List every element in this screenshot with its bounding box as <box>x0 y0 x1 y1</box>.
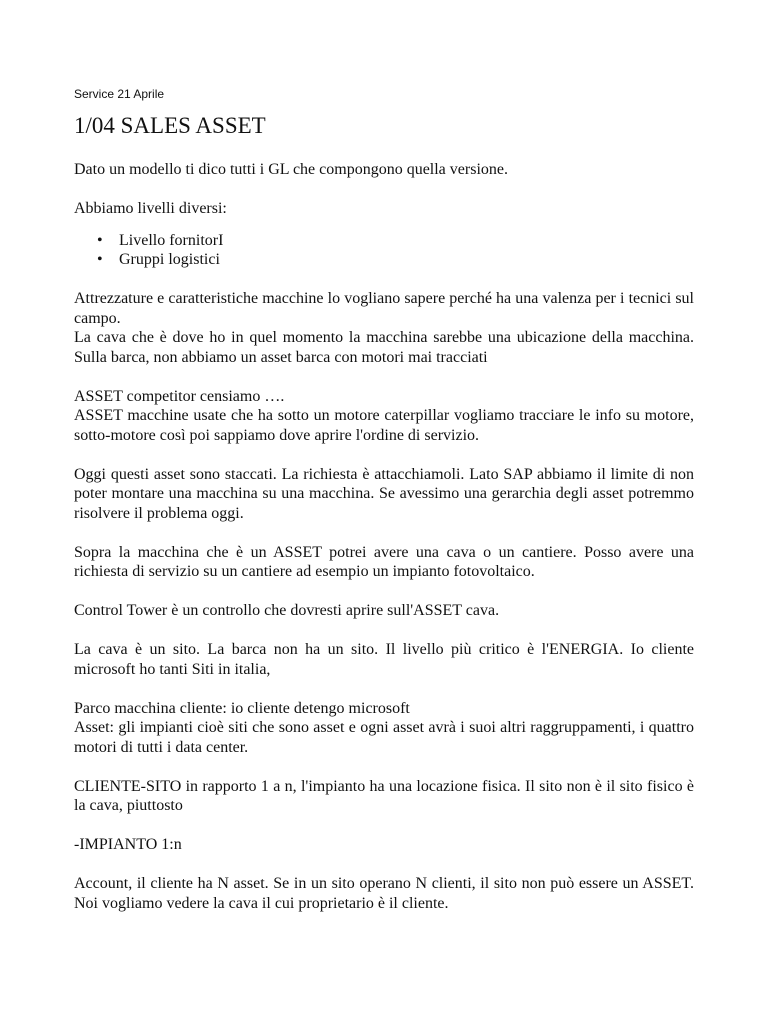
paragraph-line: Sopra la macchina che è un ASSET potrei avere una cava o un cantiere. Posso avere una richiesta di servizio su un cantiere ad esempio un impianto fotovoltaico. <box>74 543 694 580</box>
paragraph <box>74 601 694 621</box>
paragraph-line: La cava che è dove ho in quel momento la macchina sarebbe una ubicazione della macchina. Sulla barca, non abbiamo un asset barca con motori mai tracciati <box>74 329 694 366</box>
paragraph <box>74 874 694 913</box>
body-paragraphs <box>74 289 694 913</box>
header-note: Service 21 Aprile <box>74 87 165 101</box>
paragraph <box>74 543 694 582</box>
list-item <box>97 250 694 270</box>
bullet-icon: • <box>97 251 103 268</box>
paragraph <box>74 777 694 816</box>
bullet-icon: • <box>97 231 103 249</box>
paragraph <box>74 465 694 524</box>
paragraph-line: Attrezzature e caratteristiche macchine lo vogliano sapere perché ha una valenza per i tecnici sul campo. <box>74 290 694 327</box>
list-item <box>97 231 694 251</box>
paragraph-line: ASSET macchine usate che ha sotto un motore caterpillar vogliamo tracciare le info su motore, sotto-motore così poi sappiamo dove aprire l'ordine di servizio. <box>74 407 694 444</box>
paragraph-line: ASSET competitor censiamo …. <box>74 387 285 405</box>
paragraph <box>74 699 694 758</box>
list-item-text: Livello fornitorI <box>119 231 224 249</box>
paragraph-line: Parco macchina cliente: io cliente detengo microsoft <box>74 699 410 717</box>
paragraph-line: CLIENTE-SITO in rapporto 1 a n, l'impianto ha una locazione fisica. Il sito non è il sito fisico è la cava, piuttosto <box>74 777 694 814</box>
paragraph-line: Oggi questi asset sono staccati. La richiesta è attacchiamoli. Lato SAP abbiamo il limite di non poter montare una macchina su una macchina. Se avessimo una gerarchia degli asset potremmo risolvere il problema oggi. <box>74 465 694 522</box>
paragraph-line: Control Tower è un controllo che dovresti aprire sull'ASSET cava. <box>74 602 500 619</box>
document-title: 1/04 SALES ASSET <box>74 113 266 138</box>
paragraph-line: -IMPIANTO 1:n <box>74 836 182 853</box>
intro-paragraph: Dato un modello ti dico tutti i GL che compongono quella versione. <box>74 161 508 178</box>
paragraph-line: Asset: gli impianti cioè siti che sono asset e ogni asset avrà i suoi altri raggruppamenti, i quattro motori di tutti i data center. <box>74 719 694 756</box>
paragraph <box>74 640 694 679</box>
paragraph <box>74 289 694 367</box>
list-item-text: Gruppi logistici <box>119 251 220 268</box>
levels-heading: Abbiamo livelli diversi: <box>74 200 227 217</box>
paragraph <box>74 387 694 446</box>
paragraph-line: La cava è un sito. La barca non ha un sito. Il livello più critico è l'ENERGIA. Io cliente microsoft ho tanti Siti in italia, <box>74 641 694 678</box>
levels-list <box>74 231 694 270</box>
document-page <box>74 86 694 933</box>
paragraph-line: Account, il cliente ha N asset. Se in un sito operano N clienti, il sito non può essere un ASSET. Noi vogliamo vedere la cava il cui proprietario è il cliente. <box>74 875 694 912</box>
paragraph <box>74 835 694 855</box>
